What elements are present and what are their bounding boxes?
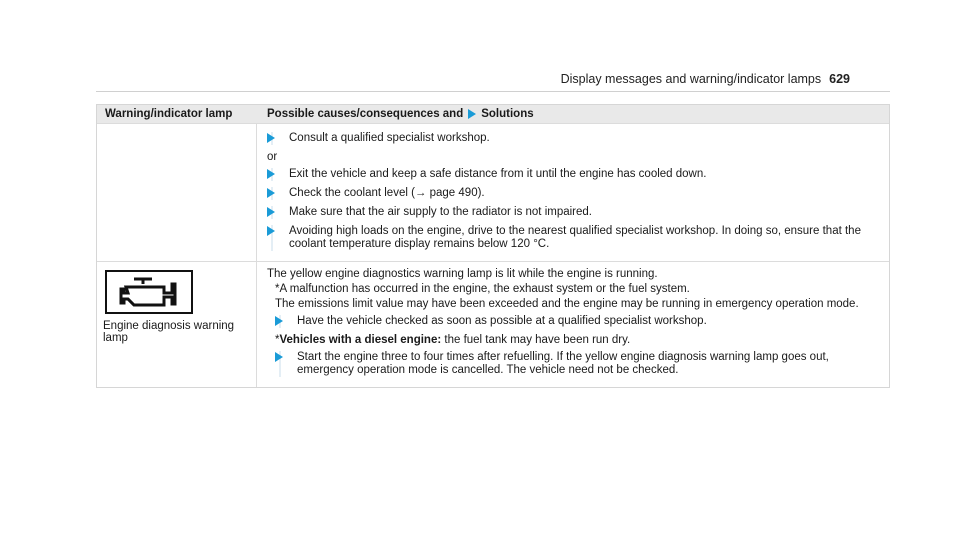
cause-text: The emissions limit value may have been exceeded and the engine may be running in emergency operation mode. <box>275 298 859 310</box>
arrow-icon <box>267 169 275 179</box>
lamp-cell <box>97 262 257 387</box>
warning-lamp-table <box>96 104 890 388</box>
step: Check the coolant level (→ page 490). <box>267 187 879 200</box>
diesel-note: *Vehicles with a diesel engine: the fuel tank may have been run dry. <box>275 334 631 346</box>
table-header <box>97 105 889 123</box>
step: Consult a qualified specialist workshop. <box>267 132 879 145</box>
col-header-lamp: Warning/indicator lamp <box>105 108 233 120</box>
or-text: or <box>267 151 278 163</box>
step: Make sure that the air supply to the radiator is not impaired. <box>267 206 879 219</box>
engine-diagnosis-icon <box>105 270 193 314</box>
step: Avoiding high loads on the engine, drive to the nearest qualified specialist workshop. In doing so, ensure that the coolant temperature display remains below 120 °C. <box>267 225 879 251</box>
arrow-icon <box>468 109 476 119</box>
cause-text: The yellow engine diagnostics warning lamp is lit while the engine is running. <box>267 268 658 280</box>
header-rule <box>96 91 890 92</box>
causes-cell <box>257 262 889 387</box>
cause-text: *A malfunction has occurred in the engine, the exhaust system or the fuel system. <box>275 283 690 295</box>
causes-cell <box>257 124 889 261</box>
table-row <box>97 123 889 261</box>
step: Exit the vehicle and keep a safe distance from it until the engine has cooled down. <box>267 168 879 181</box>
header-title: Display messages and warning/indicator lamps <box>560 72 822 86</box>
lamp-label: Engine diagnosis warning lamp <box>103 320 235 344</box>
arrow-icon <box>275 352 283 362</box>
col-header-solutions-text: Solutions <box>481 108 534 120</box>
page-number: 629 <box>829 72 850 86</box>
arrow-icon <box>267 188 275 198</box>
arrow-icon <box>267 133 275 143</box>
col-header-causes <box>257 108 889 120</box>
step: Start the engine three to four times after refuelling. If the yellow engine diagnosis warning lamp goes out, emergency operation mode is cancelled. The vehicle need not be checked. <box>275 351 879 377</box>
arrow-icon <box>267 226 275 236</box>
table-row <box>97 261 889 387</box>
col-header-causes-text: Possible causes/consequences and <box>267 108 464 120</box>
page-header <box>561 72 850 86</box>
arrow-icon <box>275 316 283 326</box>
arrow-icon <box>267 207 275 217</box>
step: Have the vehicle checked as soon as possible at a qualified specialist workshop. <box>275 315 879 328</box>
lamp-cell <box>97 124 257 261</box>
